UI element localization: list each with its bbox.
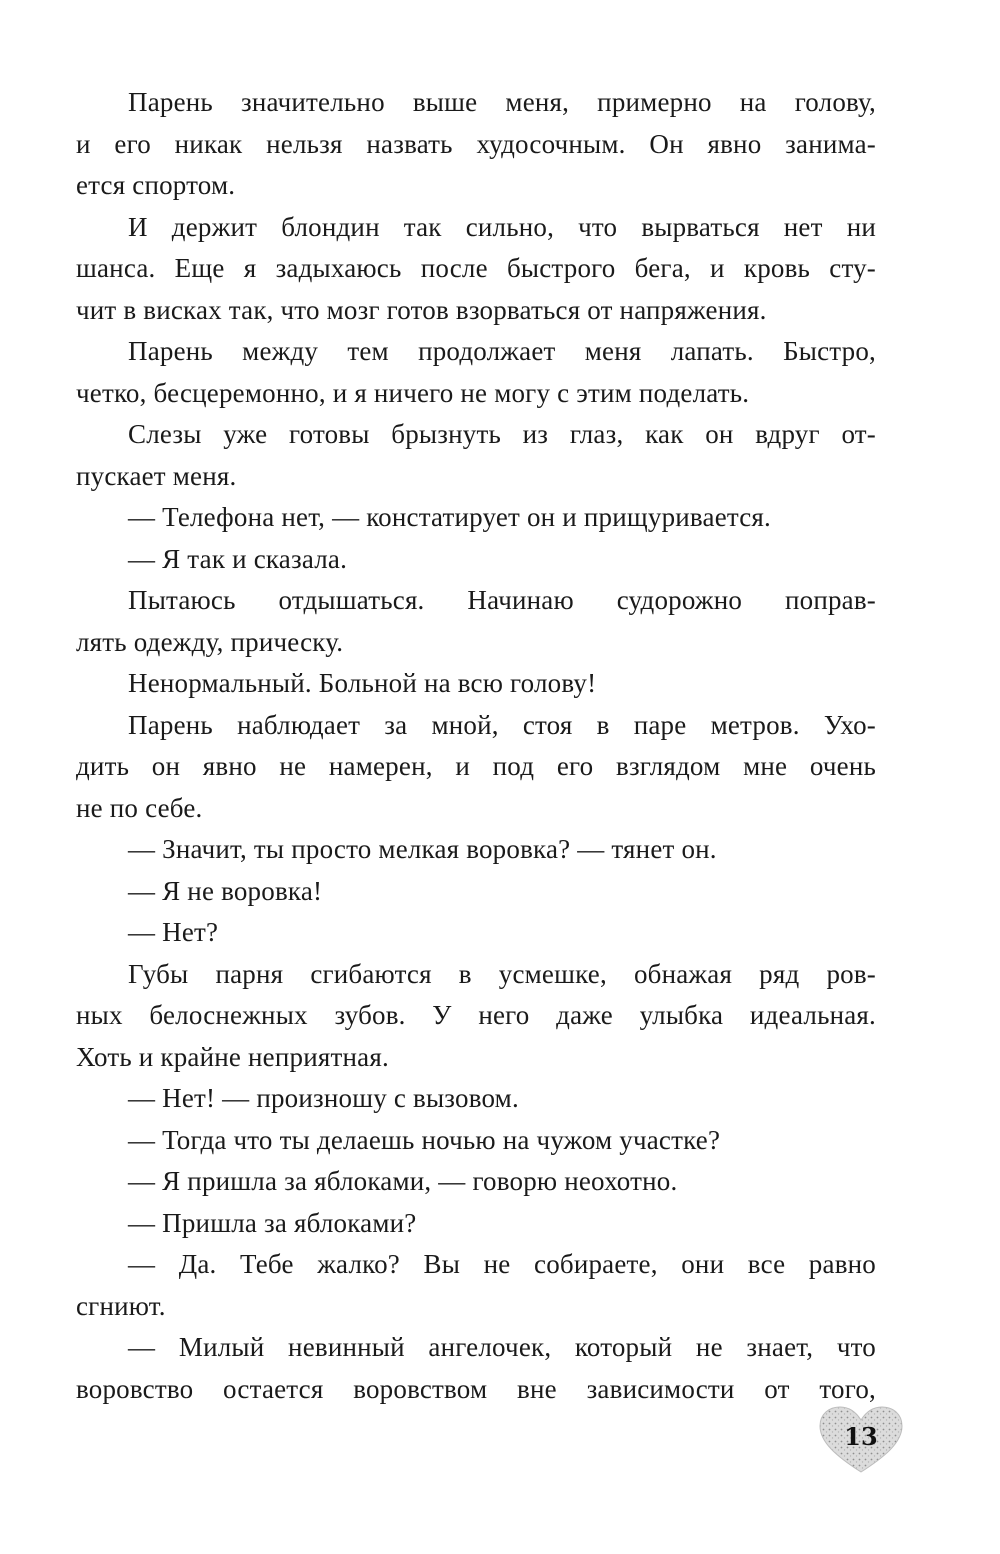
text-line: Губы парня сгибаются в усмешке, обнажая ряд ров- bbox=[128, 958, 876, 989]
text-line: Парень наблюдает за мной, стоя в паре метров. Ухо- bbox=[128, 709, 876, 740]
text-line: — Телефона нет, — констатирует он и прищуривается. bbox=[128, 502, 771, 532]
page-body bbox=[76, 82, 876, 1410]
text-line: Ненормальный. Больной на всю голову! bbox=[128, 668, 597, 698]
text-line: чит в висках так, что мозг готов взорваться от напряжения. bbox=[76, 294, 767, 325]
text-line: Слезы уже готовы брызнуть из глаз, как он вдруг от- bbox=[128, 419, 876, 449]
text-line: — Нет? bbox=[128, 917, 219, 947]
text-line: шанса. Еще я задыхаюсь после быстрого бега, и кровь сту- bbox=[76, 253, 876, 283]
text-line: — Значит, ты просто мелкая воровка? — тянет он. bbox=[128, 834, 717, 864]
text-line: не по себе. bbox=[76, 792, 203, 823]
text-line: пускает меня. bbox=[76, 460, 237, 491]
text-line: воровство остается воровством вне зависимости от того, bbox=[76, 1373, 876, 1404]
text-line: ных белоснежных зубов. У него даже улыбка идеальная. bbox=[76, 1000, 876, 1030]
text-line: четко, бесцеремонно, и я ничего не могу с этим поделать. bbox=[76, 377, 750, 408]
text-line: — Я не воровка! bbox=[128, 875, 323, 906]
text-line: — Я пришла за яблоками, — говорю неохотно. bbox=[128, 1166, 678, 1196]
page-number-badge bbox=[816, 1404, 906, 1476]
text-line: — Тогда что ты делаешь ночью на чужом участке? bbox=[128, 1124, 721, 1155]
text-line: — Я так и сказала. bbox=[128, 543, 348, 574]
text-line: и его никак нельзя назвать худосочным. Он явно занима- bbox=[76, 128, 876, 159]
text-line: Пытаюсь отдышаться. Начинаю судорожно поправ- bbox=[128, 585, 876, 615]
text-line: ется спортом. bbox=[76, 170, 236, 200]
text-line: Парень значительно выше меня, примерно на голову, bbox=[128, 87, 876, 117]
text-line: сгниют. bbox=[76, 1290, 166, 1321]
text-line: Хоть и крайне неприятная. bbox=[76, 1041, 389, 1072]
text-line: И держит блондин так сильно, что вырваться нет ни bbox=[128, 211, 876, 242]
text-line: дить он явно не намерен, и под его взглядом мне очень bbox=[76, 751, 876, 781]
text-line: — Пришла за яблоками? bbox=[128, 1207, 417, 1238]
text-line: — Милый невинный ангелочек, который не знает, что bbox=[128, 1332, 876, 1362]
text-line: — Да. Тебе жалко? Вы не собираете, они все равно bbox=[128, 1249, 876, 1279]
text-line: — Нет! — произношу с вызовом. bbox=[128, 1083, 519, 1113]
page-number: 13 bbox=[844, 1422, 878, 1451]
text-line: Парень между тем продолжает меня лапать. Быстро, bbox=[128, 336, 876, 366]
text-line: лять одежду, прическу. bbox=[76, 626, 344, 657]
